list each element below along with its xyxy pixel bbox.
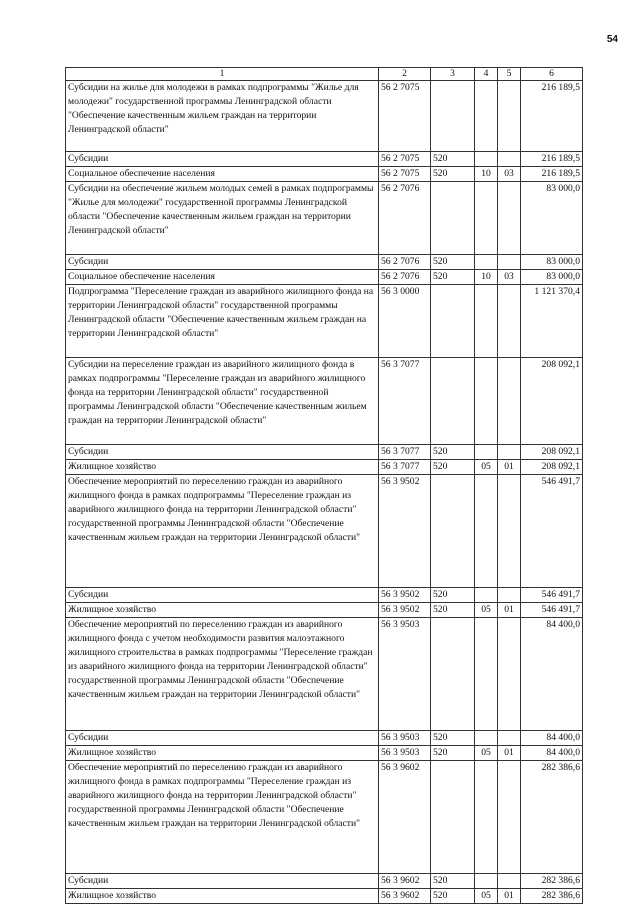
row-amount-cell: 216 189,5	[521, 81, 583, 152]
row-subsection-cell: 01	[498, 460, 521, 475]
table-row	[66, 588, 583, 603]
row-subsection-cell	[498, 475, 521, 588]
row-section-cell	[475, 475, 498, 588]
row-amount-cell: 83 000,0	[521, 270, 583, 285]
row-expense-type-cell	[431, 358, 475, 445]
row-subsection-cell	[498, 152, 521, 167]
row-section-cell	[475, 152, 498, 167]
row-section-cell	[475, 761, 498, 874]
row-code-cell: 56 3 9602	[379, 761, 431, 874]
row-name-cell: Обеспечение мероприятий по переселению граждан из аварийного жилищного фонда в рамках подпрограммы "Переселение граждан из аварийного жилищного фонда на территории Ленинградской области" государственной программы Ленинградской области "Обеспечение качественным жильем граждан на территории Ленинградской области"	[66, 475, 379, 588]
table-header-row	[66, 68, 583, 81]
table-row	[66, 182, 583, 255]
row-expense-type-cell: 520	[431, 874, 475, 889]
row-amount-cell: 546 491,7	[521, 603, 583, 618]
row-section-cell: 05	[475, 746, 498, 761]
row-amount-cell: 282 386,6	[521, 761, 583, 874]
row-subsection-cell	[498, 182, 521, 255]
row-section-cell	[475, 285, 498, 358]
row-amount-cell: 208 092,1	[521, 460, 583, 475]
row-name-cell: Субсидии	[66, 731, 379, 746]
header-cell-3: 3	[431, 68, 475, 81]
row-amount-cell: 83 000,0	[521, 255, 583, 270]
row-section-cell	[475, 182, 498, 255]
row-amount-cell: 84 400,0	[521, 618, 583, 731]
row-subsection-cell: 01	[498, 889, 521, 904]
row-amount-cell: 282 386,6	[521, 874, 583, 889]
row-subsection-cell	[498, 761, 521, 874]
header-cell-6: 6	[521, 68, 583, 81]
row-subsection-cell: 01	[498, 603, 521, 618]
row-section-cell	[475, 81, 498, 152]
row-section-cell	[475, 445, 498, 460]
row-amount-cell: 208 092,1	[521, 358, 583, 445]
row-section-cell	[475, 588, 498, 603]
row-subsection-cell: 01	[498, 746, 521, 761]
row-subsection-cell: 03	[498, 167, 521, 182]
table-row	[66, 358, 583, 445]
row-expense-type-cell	[431, 475, 475, 588]
row-section-cell	[475, 358, 498, 445]
row-subsection-cell: 03	[498, 270, 521, 285]
table-row	[66, 285, 583, 358]
row-subsection-cell	[498, 255, 521, 270]
row-code-cell: 56 3 7077	[379, 445, 431, 460]
row-expense-type-cell: 520	[431, 746, 475, 761]
row-expense-type-cell: 520	[431, 460, 475, 475]
row-section-cell	[475, 255, 498, 270]
row-amount-cell: 546 491,7	[521, 588, 583, 603]
row-name-cell: Обеспечение мероприятий по переселению граждан из аварийного жилищного фонда с учетом необходимости развития малоэтажного жилищного строительства в рамках подпрограммы "Переселение граждан из аварийного жилищного фонда на территории Ленинградской области" государственной программы Ленинградской области "Обеспечение качественным жильем граждан на территории Ленинградской области"	[66, 618, 379, 731]
row-name-cell: Субсидии	[66, 445, 379, 460]
table-row	[66, 731, 583, 746]
row-expense-type-cell: 520	[431, 445, 475, 460]
row-expense-type-cell	[431, 761, 475, 874]
row-section-cell: 10	[475, 167, 498, 182]
table-row	[66, 270, 583, 285]
row-expense-type-cell: 520	[431, 731, 475, 746]
table-row	[66, 874, 583, 889]
row-code-cell: 56 2 7075	[379, 152, 431, 167]
row-code-cell: 56 3 7077	[379, 358, 431, 445]
row-name-cell: Жилищное хозяйство	[66, 603, 379, 618]
table-row	[66, 603, 583, 618]
row-subsection-cell	[498, 618, 521, 731]
row-section-cell: 10	[475, 270, 498, 285]
row-expense-type-cell: 520	[431, 889, 475, 904]
row-code-cell: 56 3 9503	[379, 618, 431, 731]
row-expense-type-cell: 520	[431, 588, 475, 603]
row-name-cell: Субсидии на переселение граждан из аварийного жилищного фонда в рамках подпрограммы "Переселение граждан из аварийного жилищного фонда на территории Ленинградской области" государственной программы Ленинградской области "Обеспечение качественным жильем граждан на территории Ленинградской области"	[66, 358, 379, 445]
row-name-cell: Обеспечение мероприятий по переселению граждан из аварийного жилищного фонда в рамках подпрограммы "Переселение граждан из аварийного жилищного фонда на территории Ленинградской области" государственной программы Ленинградской области "Обеспечение качественным жильем граждан на территории Ленинградской области"	[66, 761, 379, 874]
row-expense-type-cell	[431, 618, 475, 731]
table-row	[66, 475, 583, 588]
row-code-cell: 56 2 7075	[379, 81, 431, 152]
row-code-cell: 56 3 9602	[379, 889, 431, 904]
header-cell-2: 2	[379, 68, 431, 81]
row-expense-type-cell	[431, 285, 475, 358]
row-name-cell: Подпрограмма "Переселение граждан из аварийного жилищного фонда на территории Ленинградской области" государственной программы Ленинградской области "Обеспечение качественным жильем граждан на территории Ленинградской области"	[66, 285, 379, 358]
row-code-cell: 56 3 9503	[379, 731, 431, 746]
table-row	[66, 152, 583, 167]
header-cell-1: 1	[66, 68, 379, 81]
row-code-cell: 56 3 9503	[379, 746, 431, 761]
header-cell-5: 5	[498, 68, 521, 81]
row-section-cell	[475, 874, 498, 889]
row-subsection-cell	[498, 358, 521, 445]
table-row	[66, 81, 583, 152]
page-number: 54	[606, 34, 618, 45]
row-expense-type-cell: 520	[431, 603, 475, 618]
row-section-cell: 05	[475, 460, 498, 475]
row-amount-cell: 1 121 370,4	[521, 285, 583, 358]
row-code-cell: 56 3 9502	[379, 475, 431, 588]
row-name-cell: Субсидии	[66, 588, 379, 603]
row-name-cell: Субсидии на жилье для молодежи в рамках подпрограммы "Жилье для молодежи" государственной программы Ленинградской области "Обеспечение качественным жильем граждан на территории Ленинградской области"	[66, 81, 379, 152]
row-amount-cell: 83 000,0	[521, 182, 583, 255]
row-expense-type-cell: 520	[431, 152, 475, 167]
table-row	[66, 618, 583, 731]
table-row	[66, 445, 583, 460]
row-subsection-cell	[498, 445, 521, 460]
row-expense-type-cell	[431, 182, 475, 255]
budget-table	[65, 67, 583, 904]
table-row	[66, 167, 583, 182]
row-code-cell: 56 2 7076	[379, 182, 431, 255]
row-code-cell: 56 2 7076	[379, 255, 431, 270]
row-amount-cell: 84 400,0	[521, 746, 583, 761]
row-code-cell: 56 3 9502	[379, 588, 431, 603]
row-subsection-cell	[498, 285, 521, 358]
row-amount-cell: 216 189,5	[521, 152, 583, 167]
table-row	[66, 761, 583, 874]
row-name-cell: Жилищное хозяйство	[66, 889, 379, 904]
row-subsection-cell	[498, 874, 521, 889]
row-name-cell: Жилищное хозяйство	[66, 460, 379, 475]
row-name-cell: Социальное обеспечение населения	[66, 167, 379, 182]
row-expense-type-cell: 520	[431, 255, 475, 270]
row-amount-cell: 216 189,5	[521, 167, 583, 182]
row-amount-cell: 208 092,1	[521, 445, 583, 460]
row-section-cell: 05	[475, 889, 498, 904]
row-code-cell: 56 3 7077	[379, 460, 431, 475]
row-code-cell: 56 2 7075	[379, 167, 431, 182]
row-expense-type-cell	[431, 81, 475, 152]
table-row	[66, 746, 583, 761]
header-cell-4: 4	[475, 68, 498, 81]
row-name-cell: Субсидии	[66, 152, 379, 167]
table-row	[66, 889, 583, 904]
row-section-cell	[475, 618, 498, 731]
table-row	[66, 255, 583, 270]
row-section-cell: 05	[475, 603, 498, 618]
row-code-cell: 56 3 0000	[379, 285, 431, 358]
row-expense-type-cell: 520	[431, 270, 475, 285]
row-name-cell: Субсидии	[66, 874, 379, 889]
row-amount-cell: 84 400,0	[521, 731, 583, 746]
row-name-cell: Субсидии	[66, 255, 379, 270]
row-code-cell: 56 3 9602	[379, 874, 431, 889]
row-code-cell: 56 2 7076	[379, 270, 431, 285]
row-code-cell: 56 3 9502	[379, 603, 431, 618]
row-subsection-cell	[498, 81, 521, 152]
row-name-cell: Жилищное хозяйство	[66, 746, 379, 761]
row-section-cell	[475, 731, 498, 746]
row-subsection-cell	[498, 588, 521, 603]
budget-table-body	[66, 68, 583, 904]
row-amount-cell: 282 386,6	[521, 889, 583, 904]
row-expense-type-cell: 520	[431, 167, 475, 182]
table-row	[66, 460, 583, 475]
row-amount-cell: 546 491,7	[521, 475, 583, 588]
row-name-cell: Социальное обеспечение населения	[66, 270, 379, 285]
row-name-cell: Субсидии на обеспечение жильем молодых семей в рамках подпрограммы "Жилье для молодежи" государственной программы Ленинградской области "Обеспечение качественным жильем граждан на территории Ленинградской области"	[66, 182, 379, 255]
row-subsection-cell	[498, 731, 521, 746]
